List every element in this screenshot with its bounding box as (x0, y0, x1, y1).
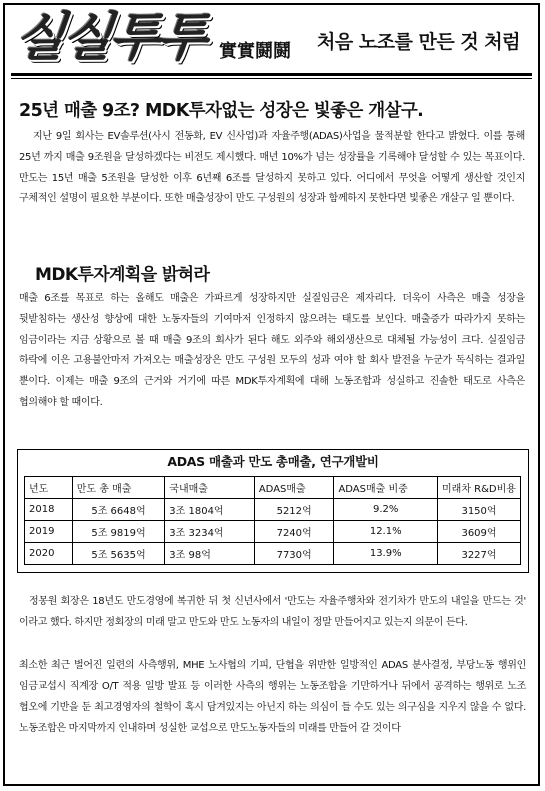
table-header-cell: 미래차 R&D비용 (438, 477, 521, 499)
table-cell: 2019 (25, 521, 73, 543)
sales-table (24, 476, 521, 565)
table-header-cell: ADAS매출 (254, 477, 334, 499)
masthead-divider-thin (11, 78, 532, 79)
table-header-cell: 년도 (25, 477, 73, 499)
table-cell: 5조 6648억 (72, 499, 165, 521)
table-row (25, 499, 521, 521)
table-cell: 3조 98억 (165, 543, 255, 565)
table-cell: 2020 (25, 543, 73, 565)
table-cell: 13.9% (334, 543, 438, 565)
article1-body: 지난 9일 회사는 EV솔루션(사시 전동화, EV 신사업)과 자율주행(ADAS)사업을 물적분할 한다고 밝혔다. 이를 통해 25년 까지 매출 9조원을 달성하겠다는 비전도 제시했다. 매년 10%가 넘는 성장률을 기록해야 달성할 수 있는 목표이다. 만도는 15년 매출 5조원을 달성한 이후 6년째 6조를 달성하지 못하고 있다. 어디에서 무엇을 어떻게 생산할 것인지 구체적인 설명이 필요한 부분이다. 또한 매출성장이 만도 구성원의 성장과 함께하지 못한다면 빛좋은 개살구 일 뿐이다. (19, 131, 525, 205)
table-cell: 12.1% (334, 521, 438, 543)
table-header-cell: ADAS매출 비중 (334, 477, 438, 499)
closing-paragraph-1: 정몽원 회장은 18년도 만도경영에 복귀한 뒤 첫 신년사에서 '만도는 자율주행차와 전기차가 만도의 내일을 만드는 것' 이라고 했다. 하지만 정회장의 미래 말고 만도와 만도 노동자의 내일이 정말 만들어지고 있는지 의문이 든다. (19, 596, 526, 628)
table-cell: 3조 1804억 (165, 499, 255, 521)
sales-table-box (17, 449, 529, 573)
table-row (25, 543, 521, 565)
table-cell: 5조 5635억 (72, 543, 165, 565)
article1-headline: 25년 매출 9조? MDK투자없는 성장은 빛좋은 개살구. (19, 101, 424, 121)
table-cell: 5조 9819억 (72, 521, 165, 543)
newsletter-page (3, 3, 540, 786)
logo-hanja: 實實鬪鬪 (219, 41, 291, 62)
article2-headline: MDK투자계획을 밝혀라 (35, 265, 210, 285)
table-header-cell: 국내매출 (165, 477, 255, 499)
masthead-slogan: 처음 노조를 만든 것 처럼 (317, 31, 520, 53)
masthead-divider (11, 73, 532, 76)
table-cell: 2018 (25, 499, 73, 521)
table-cell: 3227억 (438, 543, 521, 565)
closing-paragraph-2: 최소한 최근 벌어진 일련의 사측행위, MHE 노사협의 기피, 단협을 위반한 일방적인 ADAS 분사결정, 부당노동 행위인 임금교섭시 직계장 O/T 적용 일방 발표 등 이러한 사측의 행위는 노동조합을 기만하거나 뒤에서 공격하는 행위로 노조 협오에 기반을 둔 최고경영자의 철학이 혹시 담겨있지는 아닌지 하는 의심이 들 수도 있는 의구심을 지우지 않을 수 없다. 노동조합은 마지막까지 인내하며 성실한 교섭으로 만도노동자들의 미래를 만들어 갈 것이다 (19, 660, 526, 734)
table-cell: 7730억 (254, 543, 334, 565)
table-header-cell: 만도 총 매출 (72, 477, 165, 499)
newsletter-logo: 실실투투 (11, 8, 208, 68)
table-cell: 9.2% (334, 499, 438, 521)
table-cell: 3150억 (438, 499, 521, 521)
table-cell: 3조 3234억 (165, 521, 255, 543)
table-header-row (25, 477, 521, 499)
article2-body: 매출 6조를 목표로 하는 올해도 매출은 가파르게 성장하지만 실질임금은 제자리다. 더욱이 사측은 매출 성장을 뒷받침하는 생산성 향상에 대한 노동자들의 기여마저 인정하지 않으려는 태도를 보인다. 매출증가 따라가지 못하는 임금이라는 지금 상황으로 볼 때 매출 9조의 회사가 된다 해도 외주와 해외생산으로 대체될 가능성이 크다. 실질임금 하락에 이은 고용불안마저 가져오는 매출성장은 만도 구성원 모두의 성과 여야 할 회사 발전을 누군가 독식하는 결과일 뿐이다. 이제는 매출 9조의 근거와 거기에 따른 MDK투자계획에 대해 노동조합과 성실하고 진솔한 태도로 사측은 협의해야 할 때이다. (19, 293, 525, 408)
table-cell: 7240억 (254, 521, 334, 543)
table-cell: 5212억 (254, 499, 334, 521)
table-cell: 3609억 (438, 521, 521, 543)
table-row (25, 521, 521, 543)
masthead (5, 5, 538, 73)
table-title: ADAS 매출과 만도 총매출, 연구개발비 (167, 454, 379, 469)
